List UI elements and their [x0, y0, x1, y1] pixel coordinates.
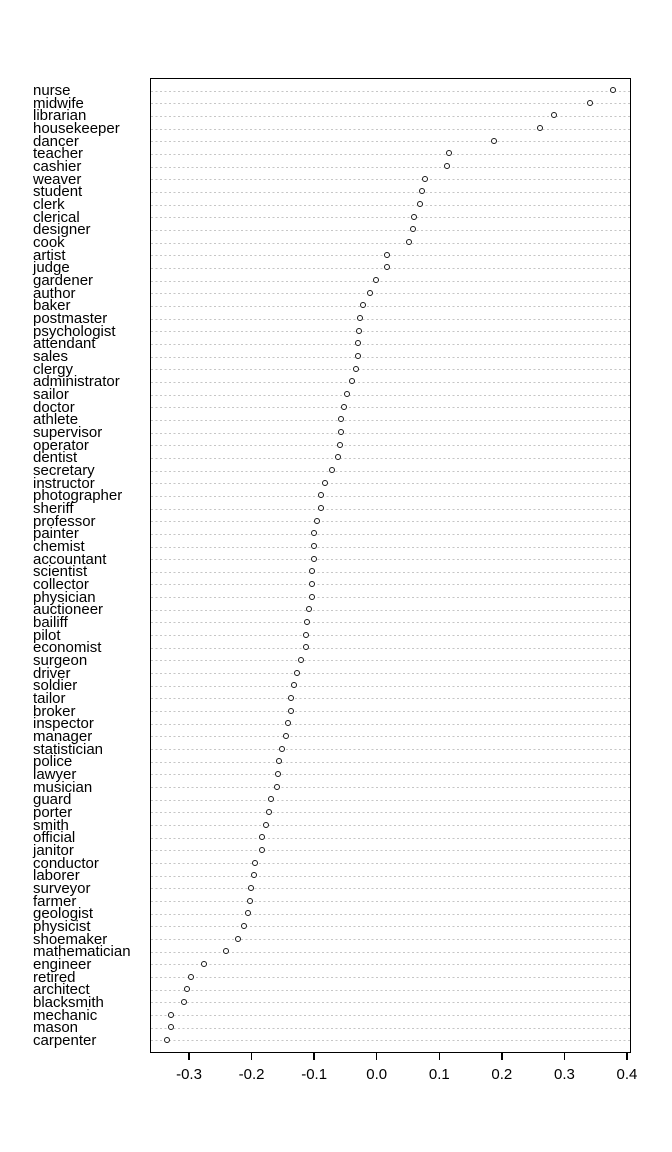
gridline	[151, 243, 632, 244]
category-label: janitor	[33, 841, 74, 859]
gridline	[151, 762, 632, 763]
data-point	[288, 695, 294, 701]
gridline	[151, 129, 632, 130]
gridline	[151, 167, 632, 168]
gridline	[151, 319, 632, 320]
gridline	[151, 863, 632, 864]
data-point	[181, 999, 187, 1005]
gridline	[151, 597, 632, 598]
data-point	[298, 657, 304, 663]
data-point	[268, 796, 274, 802]
gridline	[151, 521, 632, 522]
gridline	[151, 433, 632, 434]
category-label: surgeon	[33, 651, 88, 669]
gridline	[151, 698, 632, 699]
category-label: tailor	[33, 689, 66, 707]
data-point	[356, 328, 362, 334]
data-point	[318, 492, 324, 498]
category-label: pilot	[33, 626, 61, 644]
category-label: physician	[33, 588, 96, 606]
gridline	[151, 660, 632, 661]
gridline	[151, 914, 632, 915]
category-label: dentist	[33, 449, 78, 467]
category-label: administrator	[33, 373, 120, 391]
data-point	[314, 518, 320, 524]
data-point	[610, 87, 616, 93]
category-label: smith	[33, 816, 69, 834]
gridline	[151, 445, 632, 446]
category-label: midwife	[33, 94, 84, 112]
category-label: auctioneer	[33, 601, 104, 619]
x-axis-tick	[251, 1053, 253, 1060]
x-axis-tick	[376, 1053, 378, 1060]
category-label: accountant	[33, 550, 107, 568]
gridline	[151, 673, 632, 674]
category-label: sailor	[33, 386, 69, 404]
category-label: conductor	[33, 854, 99, 872]
gridline	[151, 306, 632, 307]
category-label: student	[33, 183, 83, 201]
data-point	[283, 733, 289, 739]
data-point	[168, 1012, 174, 1018]
data-point	[353, 366, 359, 372]
gridline	[151, 217, 632, 218]
gridline	[151, 230, 632, 231]
data-point	[337, 442, 343, 448]
category-label: shoemaker	[33, 930, 108, 948]
data-point	[338, 416, 344, 422]
gridline	[151, 293, 632, 294]
category-label: statistician	[33, 740, 104, 758]
data-point	[338, 429, 344, 435]
data-point	[248, 885, 254, 891]
data-point	[309, 581, 315, 587]
category-label: nurse	[33, 82, 71, 100]
data-point	[252, 860, 258, 866]
data-point	[444, 163, 450, 169]
gridline	[151, 648, 632, 649]
data-point	[360, 302, 366, 308]
category-label: sales	[33, 348, 69, 366]
category-label: carpenter	[33, 1031, 97, 1049]
data-point	[551, 112, 557, 118]
gridline	[151, 344, 632, 345]
category-label: housekeeper	[33, 120, 120, 138]
gridline	[151, 268, 632, 269]
data-point	[367, 290, 373, 296]
category-label: postmaster	[33, 310, 108, 328]
category-label: psychologist	[33, 322, 116, 340]
category-label: operator	[33, 436, 89, 454]
category-label: guard	[33, 791, 72, 809]
data-point	[184, 986, 190, 992]
data-point	[422, 176, 428, 182]
category-label: laborer	[33, 867, 80, 885]
category-label: surveyor	[33, 879, 91, 897]
gridline	[151, 281, 632, 282]
category-label: athlete	[33, 411, 79, 429]
gridline	[151, 496, 632, 497]
gridline	[151, 838, 632, 839]
data-point	[251, 872, 257, 878]
x-axis-tick	[188, 1053, 190, 1060]
data-point	[384, 252, 390, 258]
category-label: chemist	[33, 538, 85, 555]
gridline	[151, 154, 632, 155]
data-point	[311, 543, 317, 549]
category-label: farmer	[33, 892, 77, 910]
gridline	[151, 686, 632, 687]
category-label: artist	[33, 246, 66, 264]
category-label: cook	[33, 234, 65, 252]
data-point	[406, 239, 412, 245]
x-axis-tick-label: -0.1	[301, 1066, 328, 1083]
data-point	[188, 974, 194, 980]
data-point	[279, 746, 285, 752]
gridline	[151, 812, 632, 813]
category-label: porter	[33, 803, 73, 821]
data-point	[164, 1037, 170, 1043]
category-label: geologist	[33, 905, 94, 923]
gridline	[151, 331, 632, 332]
x-axis-tick	[626, 1053, 628, 1060]
data-point	[329, 467, 335, 473]
gridline	[151, 458, 632, 459]
x-axis-tick-label: 0.3	[553, 1066, 575, 1083]
category-label: engineer	[33, 955, 92, 973]
category-label: architect	[33, 981, 90, 999]
data-point	[311, 530, 317, 536]
category-label: broker	[33, 702, 76, 720]
category-label: collector	[33, 575, 89, 593]
data-point	[276, 758, 282, 764]
x-axis-tick	[564, 1053, 566, 1060]
category-label: soldier	[33, 677, 78, 695]
data-point	[357, 315, 363, 321]
data-point	[291, 682, 297, 688]
data-point	[247, 898, 253, 904]
category-label: inspector	[33, 715, 94, 733]
data-point	[304, 619, 310, 625]
category-label: judge	[33, 259, 70, 277]
category-label: gardener	[33, 272, 94, 290]
gridline	[151, 141, 632, 142]
data-point	[373, 277, 379, 283]
gridline	[151, 407, 632, 408]
gridline	[151, 369, 632, 370]
gridline	[151, 584, 632, 585]
gridline	[151, 534, 632, 535]
gridline	[151, 103, 632, 104]
category-label: author	[33, 284, 76, 302]
x-axis-tick-label: -0.3	[176, 1066, 202, 1083]
category-label: designer	[33, 221, 91, 239]
data-point	[355, 340, 361, 346]
plot-area	[150, 78, 631, 1053]
x-axis-tick-label: 0.2	[491, 1066, 513, 1083]
data-point	[309, 594, 315, 600]
data-point	[318, 505, 324, 511]
gridline	[151, 635, 632, 636]
category-label: instructor	[33, 474, 95, 492]
data-point	[288, 708, 294, 714]
category-label: clerical	[33, 208, 80, 226]
x-axis-tick-label: 0.0	[366, 1066, 388, 1083]
data-point	[410, 226, 416, 232]
category-label: attendant	[33, 335, 96, 353]
gridline	[151, 1015, 632, 1016]
category-label: mason	[33, 1019, 79, 1037]
data-point	[259, 834, 265, 840]
gridline	[151, 964, 632, 965]
category-label: scientist	[33, 563, 88, 581]
category-label: cashier	[33, 158, 82, 176]
gridline	[151, 977, 632, 978]
gridline	[151, 382, 632, 383]
data-point	[355, 353, 361, 359]
gridline	[151, 610, 632, 611]
gridline	[151, 559, 632, 560]
gridline	[151, 509, 632, 510]
gridline	[151, 825, 632, 826]
data-point	[335, 454, 341, 460]
data-point	[417, 201, 423, 207]
data-point	[168, 1024, 174, 1030]
x-axis-tick-label: 0.4	[616, 1066, 638, 1083]
x-axis-tick-label: -0.2	[238, 1066, 265, 1083]
data-point	[201, 961, 207, 967]
gridline	[151, 547, 632, 548]
data-point	[341, 404, 347, 410]
gridline	[151, 850, 632, 851]
gridline	[151, 192, 632, 193]
category-label: blacksmith	[33, 993, 104, 1011]
category-label: weaver	[33, 170, 82, 188]
data-point	[303, 644, 309, 650]
gridline	[151, 622, 632, 623]
gridline	[151, 749, 632, 750]
category-label: teacher	[33, 145, 84, 163]
data-point	[309, 568, 315, 574]
gridline	[151, 483, 632, 484]
gridline	[151, 205, 632, 206]
x-axis-tick	[439, 1053, 441, 1060]
category-label: clerk	[33, 196, 65, 214]
gridline	[151, 395, 632, 396]
category-label: sheriff	[33, 500, 74, 518]
category-label: official	[33, 829, 76, 847]
category-label: dancer	[33, 132, 79, 150]
category-label: painter	[33, 525, 79, 543]
category-label: mechanic	[33, 1006, 98, 1024]
gridline	[151, 939, 632, 940]
data-point	[241, 923, 247, 929]
category-label: baker	[33, 297, 71, 315]
category-label: photographer	[33, 487, 123, 505]
data-point	[285, 720, 291, 726]
category-label: doctor	[33, 398, 75, 416]
gridline	[151, 1040, 632, 1041]
gridline	[151, 420, 632, 421]
data-point	[303, 632, 309, 638]
x-axis-tick	[501, 1053, 503, 1060]
x-axis-tick	[313, 1053, 315, 1060]
gridline	[151, 736, 632, 737]
gridline	[151, 91, 632, 92]
gridline	[151, 1002, 632, 1003]
gridline	[151, 787, 632, 788]
data-point	[266, 809, 272, 815]
gridline	[151, 774, 632, 775]
gridline	[151, 876, 632, 877]
gridline	[151, 179, 632, 180]
data-point	[263, 822, 269, 828]
data-point	[587, 100, 593, 106]
category-label: clergy	[33, 360, 74, 378]
data-point	[384, 264, 390, 270]
gridline	[151, 888, 632, 889]
category-label: secretary	[33, 462, 95, 480]
gridline	[151, 471, 632, 472]
category-label: police	[33, 753, 73, 771]
gridline	[151, 572, 632, 573]
gridline	[151, 357, 632, 358]
data-point	[537, 125, 543, 131]
gridline	[151, 800, 632, 801]
gridline	[151, 724, 632, 725]
category-label: lawyer	[33, 765, 77, 783]
data-point	[344, 391, 350, 397]
category-label: retired	[33, 968, 76, 986]
data-point	[411, 214, 417, 220]
data-point	[349, 378, 355, 384]
gridline	[151, 116, 632, 117]
gridline	[151, 990, 632, 991]
data-point	[223, 948, 229, 954]
data-point	[446, 150, 452, 156]
category-label: supervisor	[33, 424, 103, 442]
gridline	[151, 711, 632, 712]
gridline	[151, 1028, 632, 1029]
data-point	[322, 480, 328, 486]
category-label: mathematician	[33, 943, 131, 961]
category-label: physicist	[33, 917, 91, 935]
data-point	[235, 936, 241, 942]
x-axis-tick-label: 0.1	[428, 1066, 450, 1083]
gridline	[151, 926, 632, 927]
category-label: musician	[33, 778, 93, 796]
category-label: driver	[33, 664, 71, 682]
category-label: manager	[33, 727, 93, 745]
gridline	[151, 255, 632, 256]
category-label: librarian	[33, 107, 87, 125]
category-label: economist	[33, 639, 102, 657]
data-point	[259, 847, 265, 853]
data-point	[311, 556, 317, 562]
category-label: bailiff	[33, 613, 68, 631]
data-point	[275, 771, 281, 777]
data-point	[294, 670, 300, 676]
data-point	[306, 606, 312, 612]
category-label: professor	[33, 512, 96, 530]
gridline	[151, 901, 632, 902]
data-point	[274, 784, 280, 790]
data-point	[419, 188, 425, 194]
data-point	[491, 138, 497, 144]
data-point	[245, 910, 251, 916]
